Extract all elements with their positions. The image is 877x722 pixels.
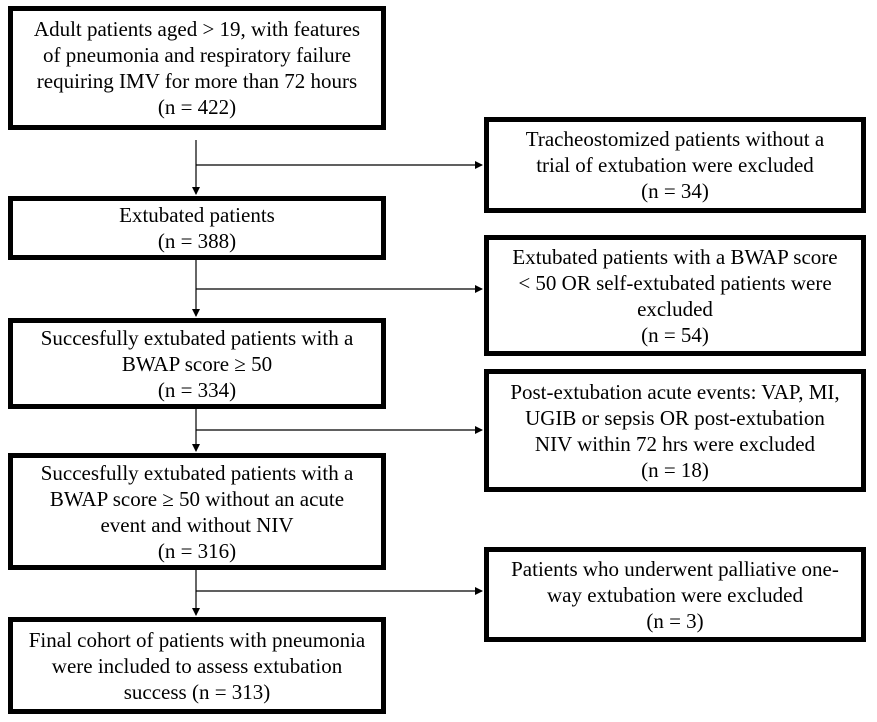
box-line: Extubated patients with a BWAP score: [512, 244, 838, 269]
main-box-no-event: [8, 453, 386, 570]
box-line: BWAP score ≥ 50 without an acute: [49, 486, 345, 511]
box-line: < 50 OR self-extubated patients were: [518, 270, 832, 295]
box-line: requiring IMV for more than 72 hours: [36, 69, 358, 93]
box-line: BWAP score ≥ 50: [121, 351, 273, 376]
box-line: excluded: [637, 296, 713, 321]
box-line: were included to assess extubation: [51, 653, 343, 678]
box-line: way extubation were excluded: [547, 582, 803, 607]
box-line: (n = 3): [646, 608, 704, 633]
box-line: (n = 18): [641, 457, 709, 482]
exclusion-box-acute-events: [484, 369, 866, 492]
exclusion-box-bwap-self-extubated: [484, 235, 866, 356]
box-line: Post-extubation acute events: VAP, MI,: [510, 379, 840, 404]
box-line: Patients who underwent palliative one-: [511, 556, 839, 581]
exclusion-box-palliative: [484, 547, 866, 642]
box-line: success (n = 313): [123, 679, 271, 704]
box-line: (n = 388): [157, 229, 237, 253]
main-box-final-cohort: [8, 617, 386, 714]
box-line: NIV within 72 hrs were excluded: [534, 431, 816, 456]
main-box-extubated: [8, 196, 386, 260]
box-line: Succesfully extubated patients with a: [40, 325, 354, 350]
box-line: trial of extubation were excluded: [536, 153, 814, 177]
box-line: Adult patients aged > 19, with features: [33, 17, 361, 41]
box-line: UGIB or sepsis OR post-extubation: [525, 405, 825, 430]
box-line: Succesfully extubated patients with a: [40, 460, 354, 485]
box-line: (n = 54): [641, 322, 709, 347]
box-line: of pneumonia and respiratory failure: [43, 43, 351, 67]
main-box-bwap: [8, 318, 386, 409]
exclusion-box-tracheostomized: [484, 117, 866, 213]
box-line: (n = 34): [641, 179, 709, 203]
box-line: (n = 422): [157, 95, 237, 119]
box-line: Final cohort of patients with pneumonia: [28, 627, 366, 652]
box-line: event and without NIV: [100, 512, 294, 537]
box-line: Tracheostomized patients without a: [525, 127, 825, 151]
box-line: (n = 316): [157, 538, 237, 563]
main-box-enrolled: [8, 6, 386, 130]
box-line: Extubated patients: [119, 203, 275, 227]
box-line: (n = 334): [157, 377, 237, 402]
